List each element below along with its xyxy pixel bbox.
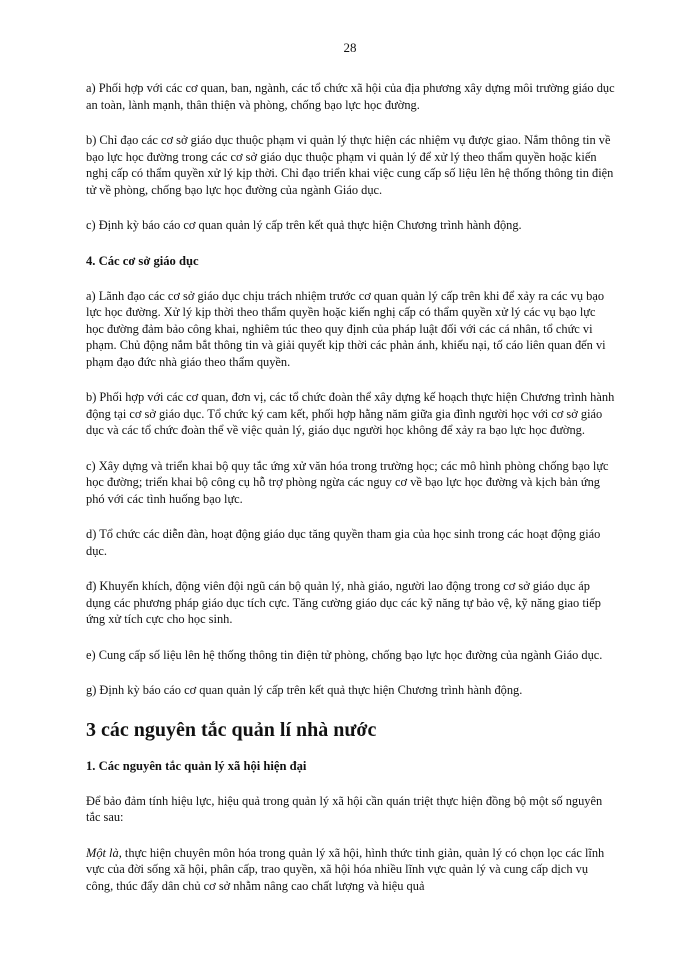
paragraph-3b: b) Chỉ đạo các cơ sở giáo dục thuộc phạm vi quản lý thực hiện các nhiệm vụ được giao. Nắm thông tin về bạo lực học đường trong các cơ sở giáo dục thuộc phạm vi quản lý để xử lý theo thẩm quyền hoặc kiến nghị cấp có thẩm quyền xử lý kịp thời. Chỉ đạo triển khai việc cung cấp số liệu lên hệ thống thông tin điện tử về phòng, chống bạo lực học đường của ngành Giáo dục.	[86, 133, 614, 197]
paragraph-4a: a) Lãnh đạo các cơ sở giáo dục chịu trách nhiệm trước cơ quan quản lý cấp trên khi để xảy ra các vụ bạo lực học đường. Xử lý kịp thời theo thẩm quyền hoặc kiến nghị cấp có thẩm quyền xử lý các vụ bạo lực học đường đảm bảo công khai, nghiêm túc theo quy định của pháp luật đối với các cá nhân, tổ chức vi phạm. Chủ động nắm bắt thông tin và giải quyết kịp thời các phản ánh, khiếu nại, tố cáo liên quan đến vi phạm đạo đức nhà giáo theo thẩm quyền.	[86, 288, 606, 369]
paragraph-intro: Để bảo đảm tính hiệu lực, hiệu quả trong quản lý xã hội cần quán triệt thực hiện đồng bộ một số nguyên tắc sau:	[86, 793, 603, 824]
paragraph-4d: d) Tổ chức các diễn đàn, hoạt động giáo dục tăng quyền tham gia của học sinh trong các hoạt động giáo dục.	[86, 527, 601, 558]
section-heading-1: 1. Các nguyên tắc quản lý xã hội hiện đại	[86, 758, 307, 773]
paragraph-4dd: đ) Khuyến khích, động viên đội ngũ cán bộ quản lý, nhà giáo, người lao động trong cơ sở giáo dục áp dụng các phương pháp giáo dục tích cực. Tăng cường giáo dục các kỹ năng tự bảo vệ, kỹ năng giao tiếp ứng xử tích cực cho học sinh.	[86, 579, 601, 626]
section-heading-4: 4. Các cơ sở giáo dục	[86, 253, 199, 268]
paragraph-4e: e) Cung cấp số liệu lên hệ thống thông tin điện tử phòng, chống bạo lực học đường của ngành Giáo dục.	[86, 647, 603, 662]
paragraph-4b: b) Phối hợp với các cơ quan, đơn vị, các tổ chức đoàn thể xây dựng kế hoạch thực hiện Chương trình hành động tại cơ sở giáo dục. Tổ chức ký cam kết, phối hợp hằng năm giữa gia đình người học với cơ sở giáo dục và các tổ chức đoàn thể về việc quản lý, giáo dục người học không để xảy ra bạo lực học đường.	[86, 390, 615, 437]
paragraph-mot-la	[86, 845, 616, 895]
paragraph-4c: c) Xây dựng và triển khai bộ quy tắc ứng xử văn hóa trong trường học; các mô hình phòng chống bạo lực học đường; triển khai bộ công cụ hỗ trợ phòng ngừa các nguy cơ về bạo lực học đường và kịch bản ứng phó với các tình huống bạo lực.	[86, 458, 609, 506]
chapter-heading: 3 các nguyên tắc quản lí nhà nước	[86, 718, 377, 741]
paragraph-3a: a) Phối hợp với các cơ quan, ban, ngành, các tổ chức xã hội của địa phương xây dựng môi trường giáo dục an toàn, lành mạnh, thân thiện và phòng, chống bạo lực học đường.	[86, 81, 615, 112]
page-number: 28	[343, 40, 357, 55]
paragraph-4g: g) Định kỳ báo cáo cơ quan quản lý cấp trên kết quả thực hiện Chương trình hành động.	[86, 683, 523, 697]
paragraph-3c: c) Định kỳ báo cáo cơ quan quản lý cấp trên kết quả thực hiện Chương trình hành động.	[86, 218, 522, 232]
document-body	[86, 80, 616, 913]
paragraph-mot-la-text: thực hiện chuyên môn hóa trong quản lý xã hội, hình thức tinh giản, quản lý có chọn lọc các lĩnh vực của đời sống xã hội, phân cấp, trao quyền, xã hội hóa nhiều lĩnh vực quản lý và cung cấp dịch vụ công, thúc đẩy dân chủ cơ sở nhằm nâng cao chất lượng và hiệu quả	[86, 845, 605, 893]
italic-lead: Một là,	[86, 845, 122, 860]
